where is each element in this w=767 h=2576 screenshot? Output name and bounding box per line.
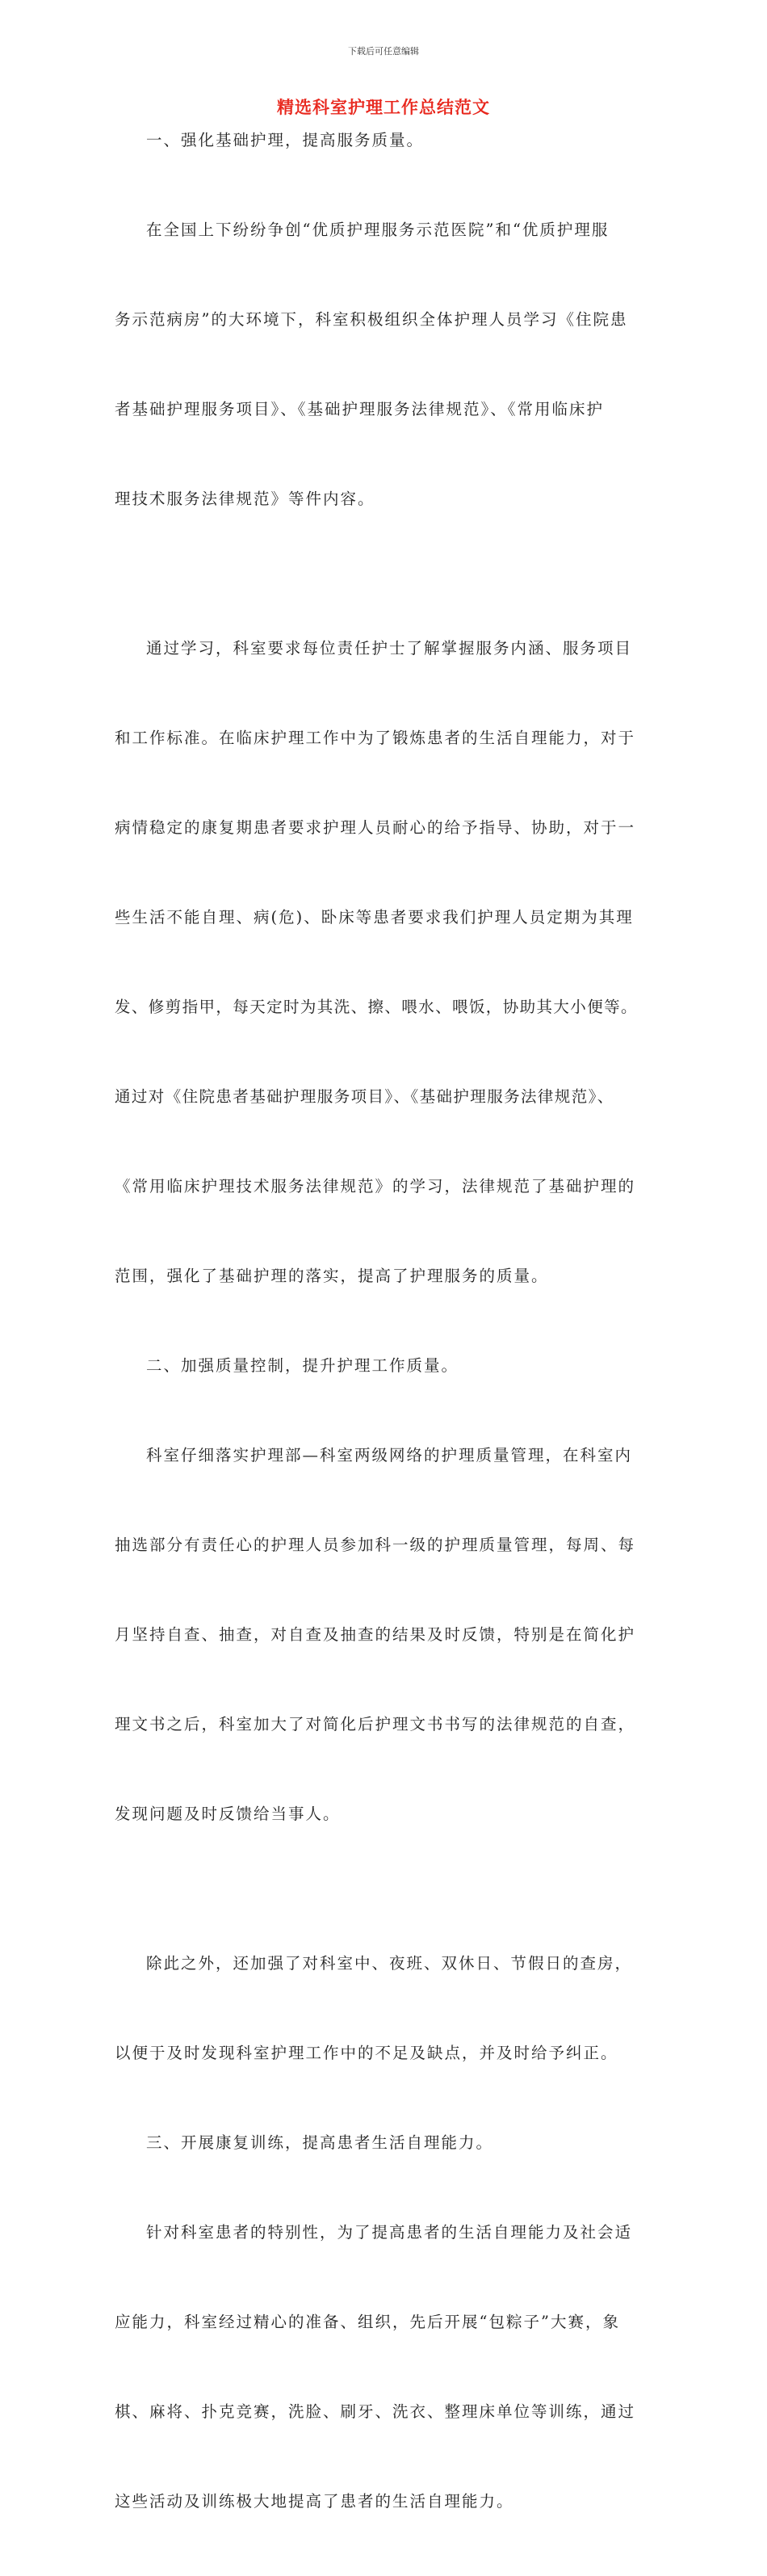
text-line: 和工作标准。在临床护理工作中为了锻炼患者的生活自理能力，对于 bbox=[115, 729, 636, 747]
text-line: 在全国上下纷纷争创“优质护理服务示范医院”和“优质护理服 bbox=[146, 221, 610, 239]
text-line: 棋、麻将、扑克竞赛，洗脸、刷牙、洗衣、整理床单位等训练，通过 bbox=[115, 2402, 636, 2421]
page-header-note: 下载后可任意编辑 bbox=[348, 46, 419, 57]
text-line: 科室仔细落实护理部—科室两级网络的护理质量管理，在科室内 bbox=[146, 1446, 633, 1464]
text-line: 者基础护理服务项目》、《基础护理服务法律规范》、《常用临床护 bbox=[115, 400, 605, 418]
paragraph-1-1 bbox=[115, 155, 657, 574]
text-line: 应能力，科室经过精心的准备、组织，先后开展“包粽子”大赛，象 bbox=[115, 2313, 620, 2331]
text-line: 通过学习，科室要求每位责任护士了解掌握服务内涵、服务项目 bbox=[146, 639, 633, 658]
text-line: 理文书之后，科室加大了对简化后护理文书书写的法律规范的自查， bbox=[115, 1715, 636, 1733]
text-line: 通过对《住院患者基础护理服务项目》、《基础护理服务法律规范》、 bbox=[115, 1087, 614, 1106]
section-heading-2: 二、加强质量控制，提升护理工作质量。 bbox=[146, 1356, 459, 1375]
text-line: 以便于及时发现科室护理工作中的不足及缺点，并及时给予纠正。 bbox=[115, 2044, 618, 2062]
text-line: 发现问题及时反馈给当事人。 bbox=[115, 1805, 341, 1823]
text-line: 务示范病房”的大环境下，科室积极组织全体护理人员学习《住院患 bbox=[115, 310, 628, 329]
text-line: 病情稳定的康复期患者要求护理人员耐心的给予指导、协助，对于一 bbox=[115, 818, 636, 837]
text-line: 《常用临床护理技术服务法律规范》的学习，法律规范了基础护理的 bbox=[115, 1177, 636, 1196]
text-line: 月坚持自查、抽查，对自查及抽查的结果及时反馈，特别是在简化护 bbox=[115, 1625, 636, 1644]
text-line: 发、修剪指甲，每天定时为其洗、擦、喂水、喂饭，协助其大小便等。 bbox=[115, 998, 638, 1016]
text-line: 范围，强化了基础护理的落实，提高了护理服务的质量。 bbox=[115, 1267, 549, 1285]
document-body bbox=[115, 125, 657, 2576]
paragraph-2-2 bbox=[115, 1889, 657, 2128]
paragraph-2-1 bbox=[115, 1380, 657, 1889]
paragraph-1-2 bbox=[115, 574, 657, 1351]
text-line: 理技术服务法律规范》等件内容。 bbox=[115, 490, 375, 508]
document-title: 精选科室护理工作总结范文 bbox=[277, 97, 490, 117]
text-line: 抽选部分有责任心的护理人员参加科一级的护理质量管理，每周、每 bbox=[115, 1536, 636, 1554]
text-line: 针对科室患者的特别性，为了提高患者的生活自理能力及社会适 bbox=[146, 2223, 633, 2242]
text-line: 除此之外，还加强了对科室中、夜班、双休日、节假日的查房， bbox=[146, 1954, 633, 1973]
paragraph-3-1 bbox=[115, 2158, 657, 2576]
text-line: 这些活动及训练极大地提高了患者的生活自理能力。 bbox=[115, 2492, 514, 2511]
section-heading-3: 三、开展康复训练，提高患者生活自理能力。 bbox=[146, 2133, 494, 2152]
section-heading-1: 一、强化基础护理，提高服务质量。 bbox=[146, 131, 425, 149]
text-line: 些生活不能自理、病(危)、卧床等患者要求我们护理人员定期为其理 bbox=[115, 908, 634, 927]
